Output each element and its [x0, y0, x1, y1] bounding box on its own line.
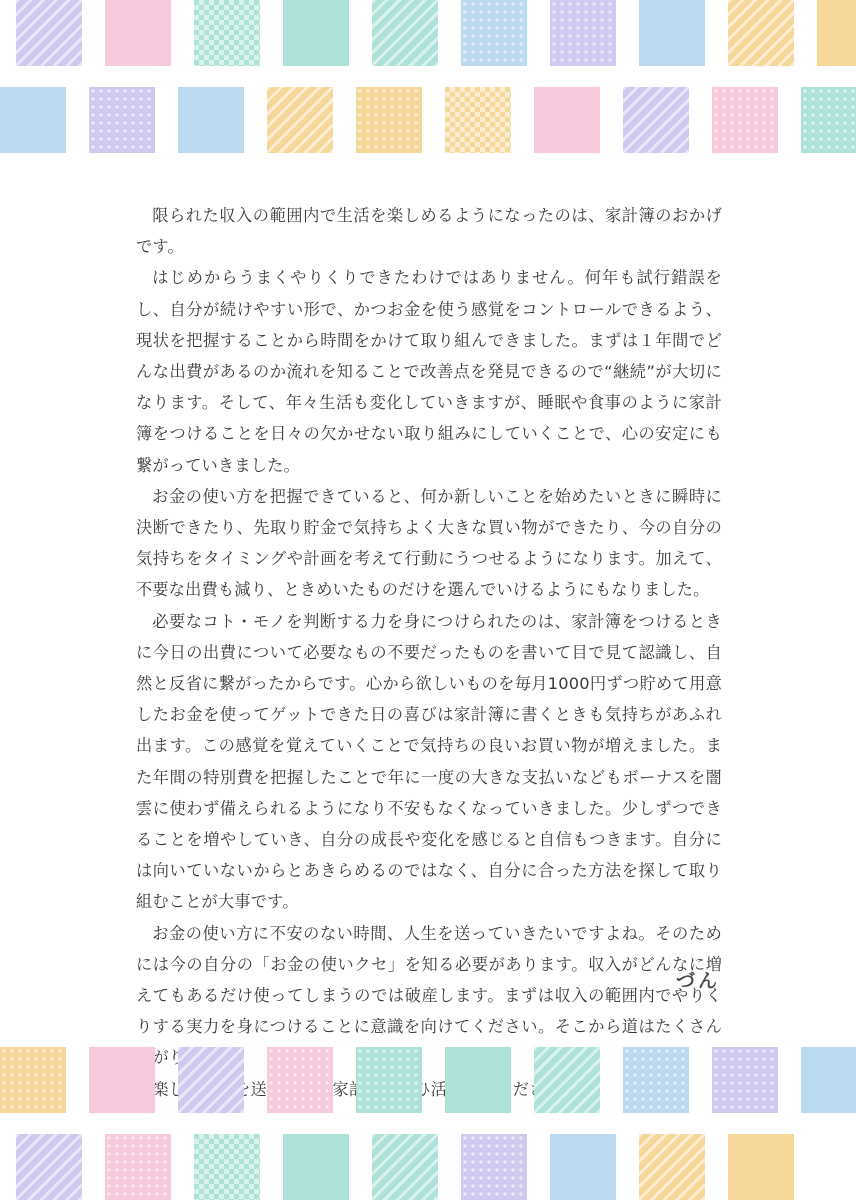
decorative-tile: [89, 87, 155, 153]
decorative-tile: [105, 0, 171, 66]
decorative-tile: [0, 87, 66, 153]
decorative-tile: [534, 87, 600, 153]
decorative-tile: [801, 1047, 856, 1113]
decorative-tile: [801, 87, 856, 153]
decorative-tile: [639, 0, 705, 66]
decorative-tile: [712, 87, 778, 153]
decorative-tile: [534, 1047, 600, 1113]
bottom-tile-row-1: [0, 1047, 856, 1113]
decorative-tile: [194, 1134, 260, 1200]
top-tile-row-1: [0, 0, 856, 66]
letter-paragraph: 限られた収入の範囲内で生活を楽しめるようになったのは、家計簿のおかげです。: [136, 206, 722, 257]
letter-paragraph: はじめからうまくやりくりできたわけではありません。何年も試行錯誤をし、自分が続けやすい形で、かつお金を使う感覚をコントロールできるよう、現状を把握することから時間をかけて取り組んできました。まずは１年間でどんな出費があるのか流れを知ることで改善点を発見できるので“継続”が大切になります。そして、年々生活も変化していきますが、睡眠や食事のように家計簿をつけることを日々の欠かせない取り組みにしていくことで、心の安定にも繋がっていきました。: [136, 268, 722, 475]
letter-body: [136, 200, 722, 1105]
decorative-tile: [16, 1134, 82, 1200]
decorative-tile: [16, 0, 82, 66]
decorative-tile: [817, 0, 856, 66]
decorative-tile: [728, 0, 794, 66]
decorative-tile: [461, 1134, 527, 1200]
decorative-tile: [0, 1047, 66, 1113]
signature: づん: [675, 970, 720, 992]
decorative-tile: [639, 1134, 705, 1200]
decorative-tile: [283, 0, 349, 66]
decorative-tile: [356, 87, 422, 153]
decorative-tile: [445, 87, 511, 153]
bottom-tile-row-2: [0, 1134, 856, 1200]
letter-paragraph: お金の使い方に不安のない時間、人生を送っていきたいですよね。そのためには今の自分の「お金の使いクセ」を知る必要があります。収入がどんなに増えてもあるだけ使ってしまうのでは破産します。まずは収入の範囲内でやりくりする実力を身につけることに意識を向けてください。そこから道はたくさん がり: [136, 923, 722, 1068]
decorative-tile: [461, 0, 527, 66]
decorative-tile: [283, 1134, 349, 1200]
decorative-tile: [623, 87, 689, 153]
decorative-tile: [194, 0, 260, 66]
decorative-tile: [372, 0, 438, 66]
decorative-tile: [728, 1134, 794, 1200]
decorative-tile: [105, 1134, 171, 1200]
letter-paragraph: お金の使い方を把握できていると、何か新しいことを始めたいときに瞬時に決断できたり、先取り貯金で気持ちよく大きな買い物ができたり、今の自分の気持ちをタイミングや計画を考えて行動にうつせるようになります。加えて、不要な出費も減り、ときめいたものだけを選んでいけるようにもなりました。: [136, 486, 722, 600]
top-tile-row-2: [0, 87, 856, 153]
decorative-tile: [550, 0, 616, 66]
decorative-tile: [372, 1134, 438, 1200]
decorative-tile: [623, 1047, 689, 1113]
decorative-tile: [267, 1047, 333, 1113]
letter-paragraph: 必要なコト・モノを判断する力を身につけられたのは、家計簿をつけるときに今日の出費について必要なもの不要だったものを書いて目で見て認識し、自然と反省に繋がったからです。心から欲しいものを毎月1000円ずつ貯めて用意したお金を使ってゲットできた日の喜びは家計簿に書くときも気持ちがあふれ出ます。この感覚を覚えていくことで気持ちの良いお買い物が増えました。また年間の特別費を把握したことで年に一度の大きな支払いなどもボーナスを闇雲に使わず備えられるようになり不安もなくなっていきました。少しずつできることを増やしていき、自分の成長や変化を感じると自信もつきます。自分には向いていないからとあきらめるのではなく、自分に合った方法を探して取り組むことが大事です。: [136, 611, 722, 912]
decorative-tile: [550, 1134, 616, 1200]
decorative-tile: [178, 87, 244, 153]
decorative-tile: [89, 1047, 155, 1113]
decorative-tile: [356, 1047, 422, 1113]
decorative-tile: [712, 1047, 778, 1113]
decorative-tile: [445, 1047, 511, 1113]
decorative-tile: [178, 1047, 244, 1113]
decorative-tile: [267, 87, 333, 153]
